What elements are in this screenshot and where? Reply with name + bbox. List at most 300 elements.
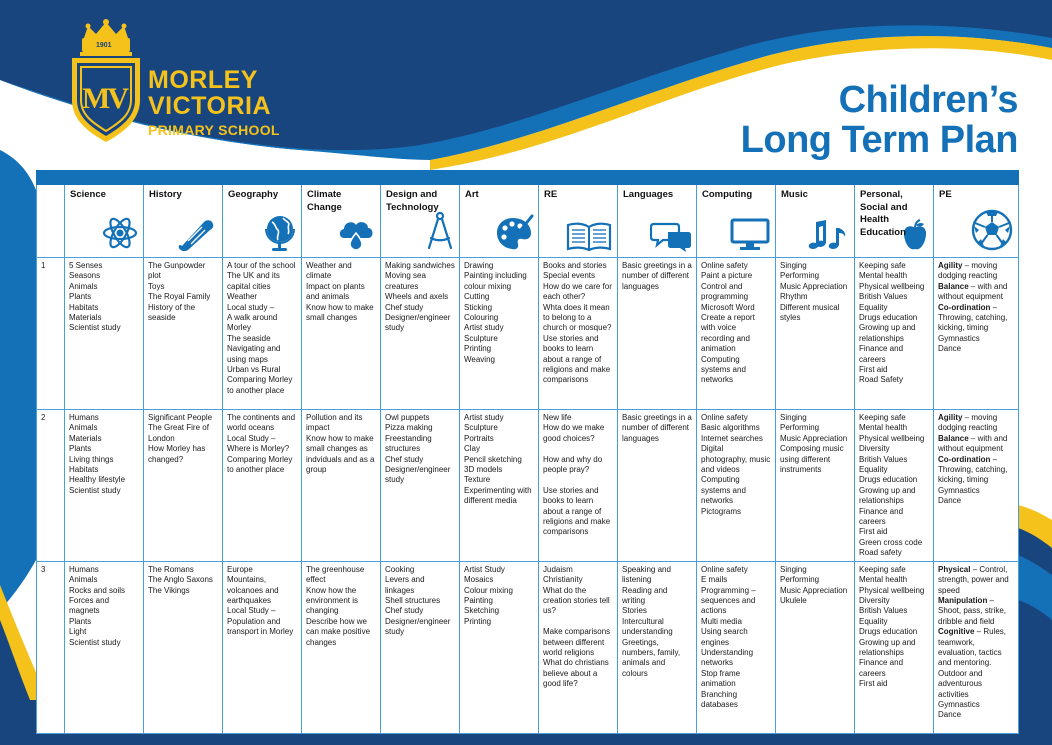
plan-item: Intercultural understanding [622,616,673,637]
plan-item: Keeping safe [859,261,906,270]
plan-item [938,700,1014,710]
plan-item: What do the creation stories tell us? [543,585,610,616]
plan-item: Drugs education [859,475,918,485]
plan-item-heading: Co-ordination [938,454,991,464]
plan-item: Basic greetings in a number of different languages [622,261,692,291]
plan-item: Finance and careers [859,344,904,364]
plan-cell [934,258,1019,410]
plan-item: Shell structures [385,595,441,605]
plan-item: What do christians believe about a good life? [543,658,609,689]
plan-item-text: – with and without equipment [938,281,1008,302]
plan-item-heading: Cognitive [938,627,975,637]
plan-item: Scientist study [69,637,121,647]
plan-cell [65,561,144,733]
music-notes-icon [806,218,850,252]
plan-item: The Vikings [148,585,190,595]
plan-item-text: – moving dodging reacting [938,413,998,433]
school-name [148,68,280,137]
plan-item-text: Gymnastics [938,333,980,343]
subject-header [934,185,1019,258]
plan-item: Christianity [543,575,583,585]
plan-item: Online safety [701,261,748,270]
plan-item: Physical wellbeing [859,585,925,595]
plan-item: Habitats [69,302,99,312]
plan-item: Drawing [464,261,494,270]
plan-cell [934,561,1019,733]
plan-item: Animals [69,423,98,433]
plan-item: Cooking [385,564,415,574]
plan-item: Describe how we can make positive changes [306,616,371,647]
table-row [37,561,1019,733]
plan-item [938,334,1014,344]
plan-item: Programming – sequences and actions [701,585,756,616]
plan-item: Music Appreciation [780,585,848,595]
subject-label: RE [544,189,558,200]
plan-item: Know how to make small changes [306,302,374,323]
scroll-icon [174,216,218,252]
plan-item: The Romans [148,564,194,574]
plan-item: Composing music using different instruments [780,444,844,475]
plan-item [938,434,1014,455]
plan-item: Forces and magnets [69,595,110,616]
subject-header [855,185,934,258]
plan-item: Chef study [385,302,424,312]
plan-item: Plants [69,444,92,454]
palette-icon [494,214,534,252]
plan-item: Paint a picture [701,271,753,281]
plan-item-text: – Shoot, pass, strike, dribble and field [938,595,1007,626]
plan-item: Artist Study [464,564,505,574]
plan-item: Navigating and using maps [227,344,281,364]
plan-item: Drugs education [859,627,918,637]
plan-item: Where is Morley? [227,444,290,454]
school-name-line2: VICTORIA [148,92,271,120]
plan-item: British Values [859,454,908,464]
plan-item: Books and stories [543,261,607,270]
plan-item: British Values [859,292,908,302]
plan-item [543,617,613,627]
plan-item [938,596,1014,627]
plan-item: Performing [780,423,820,433]
open-book-icon [565,220,613,252]
plan-item: The Anglo Saxons [148,575,213,585]
plan-item: Artist study [464,323,504,333]
plan-item: Local Study – [227,606,276,616]
plan-item: Microsoft Word [701,302,755,312]
plan-item: Pictograms [701,506,742,516]
atom-icon [101,214,139,252]
plan-item: Singing [780,564,807,574]
subject-label: Languages [623,189,674,200]
plan-item [543,475,613,485]
plan-item [543,444,613,454]
compass-icon [425,210,455,252]
long-term-plan-table [36,170,1019,734]
plan-item: Branching databases [701,689,738,709]
plan-cell [776,258,855,410]
plan-item: The Royal Family [148,292,211,302]
plan-item-text: Outdoor and adventurous activities [938,668,983,699]
plan-item: Road safety [859,548,902,558]
plan-item: Stories [622,606,647,616]
subject-label: Art [465,189,479,200]
plan-item [938,455,1014,486]
plan-item: Pizza making [385,423,433,433]
plan-item: Mental health [859,575,908,585]
table-row [37,410,1019,562]
plan-item: Multi media [701,616,742,626]
plan-item: Weather and climate [306,261,352,281]
subject-header [697,185,776,258]
plan-item: Make comparisons between different world religions [543,627,611,657]
plan-item: Weather [227,292,258,302]
plan-item: The seaside [227,333,271,343]
plan-item: Stop frame animation [701,668,741,689]
plan-item: Experimenting with different media [464,485,532,506]
plan-item: Scientist study [69,323,121,333]
plan-cell [855,258,934,410]
plan-item: Clay [464,444,481,454]
rain-cloud-icon [336,216,376,252]
speech-bubbles-icon [650,218,692,252]
plan-item: Chef study [385,606,424,616]
plan-item: Keeping safe [859,413,906,422]
plan-cell [381,258,460,410]
plan-item: Keeping safe [859,564,906,574]
subject-header [65,185,144,258]
plan-item: Humans [69,564,99,574]
plan-item: Toys [148,281,165,291]
plan-item: The Gunpowder plot [148,261,206,281]
plan-item: Cutting [464,292,490,302]
subject-label: Design and Technology [386,189,439,213]
plan-cell [223,561,302,733]
subject-header [776,185,855,258]
plan-cell [223,410,302,562]
plan-item: Colour mixing [464,585,513,595]
plan-item: Weaving [464,354,495,364]
plan-item: Finance and careers [859,658,904,678]
plan-item: Basic greetings in a number of different languages [622,413,692,443]
plan-cell [855,561,934,733]
plan-item [938,669,1014,700]
plan-item: Population and transport in Morley [227,616,294,637]
plan-item: Internet searches [701,433,763,443]
plan-cell [144,561,223,733]
table-top-bar [37,171,1019,185]
plan-item: Growing up and relationships [859,485,916,506]
plan-item: Rhythm [780,292,808,302]
globe-icon [261,212,297,252]
plan-item: History of the seaside [148,302,196,323]
plan-item: First aid [859,527,888,537]
subject-header [381,185,460,258]
plan-item: Road Safety [859,375,904,385]
subject-header [539,185,618,258]
plan-item: How and why do people pray? [543,454,603,475]
plan-cell [697,410,776,562]
plan-item: Different musical styles [780,302,840,323]
plan-item: Seasons [69,271,101,281]
row-number: 2 [37,410,65,562]
football-icon [970,208,1014,252]
plan-item: British Values [859,606,908,616]
plan-item-text: Dance [938,344,962,354]
plan-item-heading: Physical [938,564,971,574]
plan-item: Impact on plants and animals [306,281,365,302]
subject-label: Climate Change [307,189,342,213]
plan-item [938,261,1014,282]
plan-item-heading: Balance [938,281,969,291]
plan-item: Music Appreciation [780,433,848,443]
plan-cell [776,410,855,562]
plan-item: Performing [780,575,820,585]
plan-cell [618,410,697,562]
plan-cell [697,258,776,410]
plan-item: Scientist study [69,485,121,495]
plan-cell [302,410,381,562]
plan-cell [618,258,697,410]
plan-item: Sketching [464,606,500,616]
plan-item: Texture [464,475,491,485]
plan-item: Whta does it mean to belong to a church or mosque? [543,302,612,333]
plan-item: Singing [780,261,807,270]
plan-item: Making sandwiches [385,261,455,270]
plan-item [938,627,1014,669]
plan-item-heading: Agility [938,261,963,270]
plan-item: Ukulele [780,595,807,605]
plan-item: Computing systems and networks [701,354,746,385]
plan-item: Sculpture [464,423,498,433]
plan-item: Designer/engineer study [385,465,451,485]
plan-cell [460,410,539,562]
plan-item: Materials [69,433,102,443]
plan-item: Painting including colour mixing [464,271,527,291]
plan-item-text: Gymnastics [938,485,980,495]
plan-item: Europe [227,564,253,574]
plan-item: Comparing Morley to another place [227,454,293,475]
school-name-line1: MORLEY [148,66,258,94]
plan-item: Singing [780,413,807,422]
plan-cell [65,410,144,562]
row-number: 1 [37,258,65,410]
plan-item: How do we make good choices? [543,423,605,443]
plan-item: Online safety [701,413,748,422]
subject-label: PE [939,189,952,200]
plan-item: Physical wellbeing [859,433,925,443]
page-title [741,80,1018,160]
plan-item: How Morley has changed? [148,444,206,464]
subject-header [144,185,223,258]
plan-item: Basic algorithms [701,423,760,433]
plan-item [938,486,1014,496]
plan-item: Levers and linkages [385,575,425,595]
plan-item: Freestanding structures [385,433,432,454]
plan-item: The continents and world oceans [227,413,296,433]
plan-item-heading: Manipulation [938,595,988,605]
plan-item: Use stories and books to learn about a range of religions and make comparisons [543,485,611,537]
plan-item: Computing systems and networks [701,475,746,506]
plan-item: Humans [69,413,99,422]
plan-item: Printing [464,616,492,626]
plan-item: Digital photography, music and videos [701,444,771,475]
school-crest [66,18,146,144]
plan-item: A walk around Morley [227,313,278,333]
plan-item: Plants [69,292,92,302]
plan-item: The UK and its capital cities [227,271,280,291]
plan-item-heading: Co-ordination [938,302,991,312]
plan-item: Animals [69,281,98,291]
plan-item: Mosaics [464,575,494,585]
plan-cell [539,258,618,410]
plan-item: E mails [701,575,728,585]
plan-item: Create a report with voice recording and animation [701,313,755,354]
plan-item-text: – Throwing, catching, kicking, timing [938,454,1008,485]
plan-cell [460,258,539,410]
plan-item: Pollution and its impact [306,413,363,433]
plan-item: Chef study [385,454,424,464]
plan-cell [302,258,381,410]
plan-item: Painting [464,595,493,605]
plan-item: Diversity [859,595,890,605]
plan-item: Light [69,627,87,637]
plan-item: Healthy lifestyle [69,475,126,485]
plan-item: Designer/engineer study [385,313,451,333]
plan-item: Judaism [543,564,573,574]
plan-cell [934,410,1019,562]
subject-header [302,185,381,258]
plan-item: Materials [69,313,102,323]
plan-cell [776,561,855,733]
plan-item-heading: Balance [938,433,969,443]
plan-item: Comparing Morley to another place [227,375,293,395]
row-number-header [37,185,65,258]
plan-cell [618,561,697,733]
plan-cell [144,258,223,410]
subject-header [460,185,539,258]
plan-item: Using search engines [701,627,748,647]
crest-initials: MV [82,82,126,115]
plan-item: The greenhouse effect [306,564,365,585]
plan-item: Control and programming [701,281,749,302]
plan-item: Performing [780,271,820,281]
plan-item: Sculpture [464,333,498,343]
plan-item-text: – Rules, teamwork, evaluation, tactics and mentoring. [938,627,1007,668]
plan-cell [223,258,302,410]
plan-item-text: – moving dodging reacting [938,261,998,281]
plan-item: Animals [69,575,98,585]
crest-year: 1901 [96,42,112,49]
plan-item: 3D models [464,465,503,475]
plan-item: Wheels and axels [385,292,449,302]
plan-item: Mental health [859,271,908,281]
plan-item-text: Dance [938,710,962,720]
table-row [37,258,1019,410]
plan-item: Diversity [859,444,890,454]
plan-cell [539,410,618,562]
plan-item-text: – Control, strength, power and speed [938,564,1009,595]
subject-label: Music [781,189,808,200]
plan-cell [855,410,934,562]
plan-item: Sticking [464,302,493,312]
plan-item: Physical wellbeing [859,281,925,291]
plan-cell [381,561,460,733]
plan-item: Finance and careers [859,506,904,527]
plan-item: Rocks and soils [69,585,126,595]
plan-item: Habitats [69,465,99,475]
plan-item: Local study – [227,302,275,312]
subject-label: Geography [228,189,279,200]
subject-header-row [37,185,1019,258]
plan-item [938,303,1014,334]
plan-item: Understanding networks [701,647,754,668]
plan-item: Equality [859,302,888,312]
plan-item [938,496,1014,506]
subject-header [618,185,697,258]
plan-cell [697,561,776,733]
plan-item: Mountains, volcanoes and earthquakes [227,575,279,605]
row-number: 3 [37,561,65,733]
plan-item: Equality [859,616,888,626]
plan-item: Pencil sketching [464,454,522,464]
subject-header [223,185,302,258]
plan-item: Know how to make small changes as indviduals and as a group [306,433,375,475]
plan-item: Significant People [148,413,213,422]
plan-item: The Great Fire of London [148,423,209,443]
school-name-line3: PRIMARY SCHOOL [148,122,280,138]
plan-item: Plants [69,616,92,626]
plan-item: A tour of the school [227,261,296,270]
page-title-line1: Children’s [838,79,1018,121]
plan-item: First aid [859,365,888,375]
plan-item-text: Gymnastics [938,699,980,709]
plan-item: 5 Senses [69,261,103,270]
plan-item-heading: Agility [938,413,963,422]
plan-cell [65,258,144,410]
plan-cell [144,410,223,562]
plan-item [938,413,1014,434]
plan-item: Drugs education [859,313,918,323]
plan-item [938,344,1014,354]
plan-item: Equality [859,465,888,475]
plan-item: Owl puppets [385,413,430,422]
subject-label: Science [70,189,106,200]
plan-item: Mental health [859,423,908,433]
plan-item-text: – with and without equipment [938,433,1008,454]
plan-item: Speaking and listening [622,564,671,585]
plan-item: Living things [69,454,114,464]
plan-item [938,710,1014,720]
plan-item: Local Study – [227,433,276,443]
subject-label: Computing [702,189,753,200]
plan-item [938,565,1014,596]
plan-item: Know how the environment is changing [306,585,359,616]
plan-item: Moving sea creatures [385,271,426,291]
plan-item-text: – Throwing, catching, kicking, timing [938,302,1008,333]
plan-item: Designer/engineer study [385,616,451,637]
subject-label: Personal, Social and Health Education [860,189,908,238]
plan-cell [460,561,539,733]
plan-item: Greetings, numbers, family, animals and colours [622,637,681,678]
plan-cell [381,410,460,562]
page-title-line2: Long Term Plan [740,119,1018,161]
plan-item: How do we care for each other? [543,281,612,302]
plan-item [938,282,1014,303]
plan-cell [539,561,618,733]
plan-item: Colouring [464,313,499,323]
plan-cell [302,561,381,733]
plan-item: Artist study [464,413,504,422]
